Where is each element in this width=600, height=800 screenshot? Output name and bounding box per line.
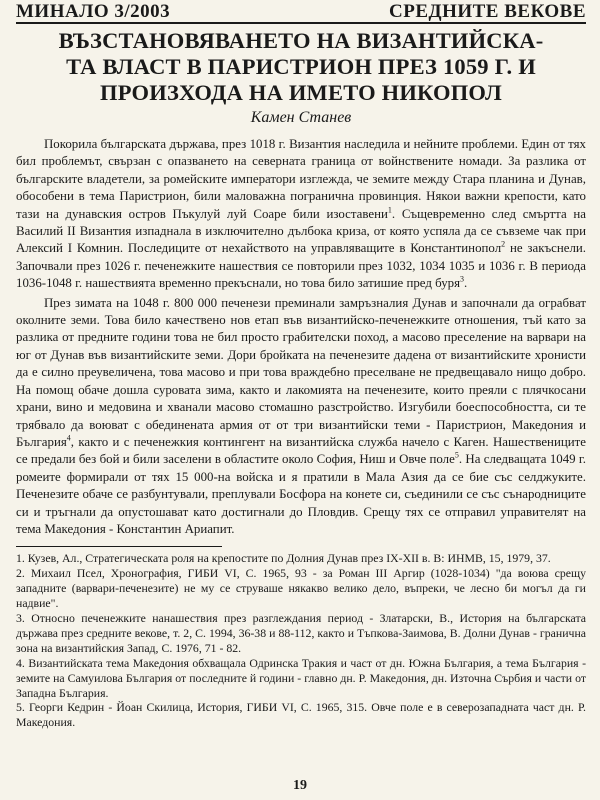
paragraph-text: . На следващата 1049 г. ромеите формирали от тях 15 000-на войска и я пратили в Мала Азия да се бие със селджуките. Печенезите обаче се разбунтували, преплували Босфора на конете си, съединили се със сънародниците си и тръгнали да опустошават като достигнали до Пловдив. Срещу тях се отправил управителят на тема Македония - Константин Ариапит. bbox=[16, 452, 586, 536]
journal-issue: МИНАЛО 3/2003 bbox=[16, 1, 171, 22]
paragraph-text: . Същевременно след смъртта на Василий II Византия изпаднала в изключително дълбока криза, от която успяла да се съвземе чак при Алексий I Комнин. Последиците от нехайството на управляващите в Константинопол bbox=[16, 206, 586, 256]
running-header bbox=[16, 0, 586, 24]
title-line: ПРОИЗХОДА НА ИМЕТО НИКОПОЛ bbox=[100, 80, 502, 105]
footnote-item: 3. Относно печенежките нанашествия през разглеждания период - Златарски, В., История на българската държава през средните векове, т. 2, С. 1994, 36-38 и 88-112, както и Тъпкова-Заимова, В. Долни Дунав - гранична зона на византийския Запад, С. 1976, 71 - 82. bbox=[16, 610, 586, 655]
footnotes bbox=[16, 551, 586, 730]
footnote-ref: 4 bbox=[66, 433, 71, 443]
footnote-item: 4. Византийската тема Македония обхващала Одринска Тракия и част от дн. Южна България, а тема България - земите на Самуилова България от последните й години - главно дн. Р. Македония, дн. Източна Сърбия и части от Западна България. bbox=[16, 655, 586, 700]
paragraph-text: През зимата на 1048 г. 800 000 печенези преминали замръзналия Дунав и започнали да ограбват околните земи. Това било качествено нов етап във византийско-печенежките отношения, тъй като за разлика от предните години това не бил просто грабителски поход, а масово преселение на варвари на юг от Дунав във византийските земи. Дори бройката на печенезите дадена от византийските хронисти да е силно преувеличена, това масово и при това враждебно преселване не предвещавало нищо добро. На помощ обаче дошла суровата зима, както и лакомията на печенезите, които преяли с плячкосани храни, вино и медовина и хванали масово стомашно разстройство. Изгубили боеспособността, си те трябвало да воюват с обединената армия от от три византийски теми - Паристрион, Македония и България bbox=[16, 295, 586, 449]
title-line: ТА ВЛАСТ В ПАРИСТРИОН ПРЕЗ 1059 Г. И bbox=[66, 54, 536, 79]
footnote-ref: 2 bbox=[501, 240, 506, 250]
section-name: СРЕДНИТЕ ВЕКОВЕ bbox=[389, 1, 586, 22]
footnote-ref: 3 bbox=[460, 274, 465, 284]
footnote-ref: 5 bbox=[454, 451, 459, 461]
article-author: Камен Станев bbox=[250, 109, 352, 126]
footnote-divider bbox=[16, 546, 222, 547]
body-paragraph bbox=[16, 295, 586, 539]
footnote-item: 1. Кузев, Ал., Стратегическата роля на крепостите по Долния Дунав през IX-XII в. В: ИНМВ, 15, 1979, 37. bbox=[16, 551, 551, 566]
footnote-item: 2. Михаил Псел, Хронография, ГИБИ VI, С. 1965, 93 - за Роман III Аргир (1028-1034) "да воюва срещу западните (варвари-печенезите) не му се струваше някакво велико дело, въпреки, че лесно би могъл да ги надвие". bbox=[16, 566, 586, 611]
paragraph-text: . bbox=[464, 276, 468, 291]
article-body bbox=[16, 136, 586, 538]
body-paragraph bbox=[16, 136, 586, 293]
paragraph-text: Покорила българската държава, през 1018 г. Византия наследила и нейните проблеми. Един от тях бил проблемът, свързан с опазването на северната граница от войнствените номади. За разлика от българските владетели, за ромейските императори изглежда, че земите между Стара планина и Дунав, обособени в тема Паристрион, били маловажна погранична провинция. Някои важни крепости, като тази на дунавския остров Пъкулуй луй Соаре били изоставени bbox=[16, 137, 586, 221]
footnote-ref: 1 bbox=[387, 205, 392, 215]
paragraph-text: не закъснели. Започвали през 1026 г. печенежките нашествия се повторили през 1032, 1034 1035 и 1036 г. В периода 1036-1048 г. нашествията временно прекъснали, но това било затишие пред буря bbox=[16, 241, 587, 291]
title-line: ВЪЗСТАНОВЯВАНЕТО НА ВИЗАНТИЙСКА- bbox=[58, 28, 544, 53]
page-number: 19 bbox=[293, 778, 307, 793]
article-title bbox=[16, 28, 586, 106]
footnote-item: 5. Георги Кедрин - Йоан Скилица, История, ГИБИ VI, С. 1965, 315. Овче поле е в северозападната част дн. Р. Македония. bbox=[16, 700, 586, 730]
paragraph-text: , както и с печенежкия контингент на византийска служба начело с Каген. Нашествениците се предали без бой и били заселени в областите около София, Ниш и Овче поле bbox=[16, 434, 586, 467]
